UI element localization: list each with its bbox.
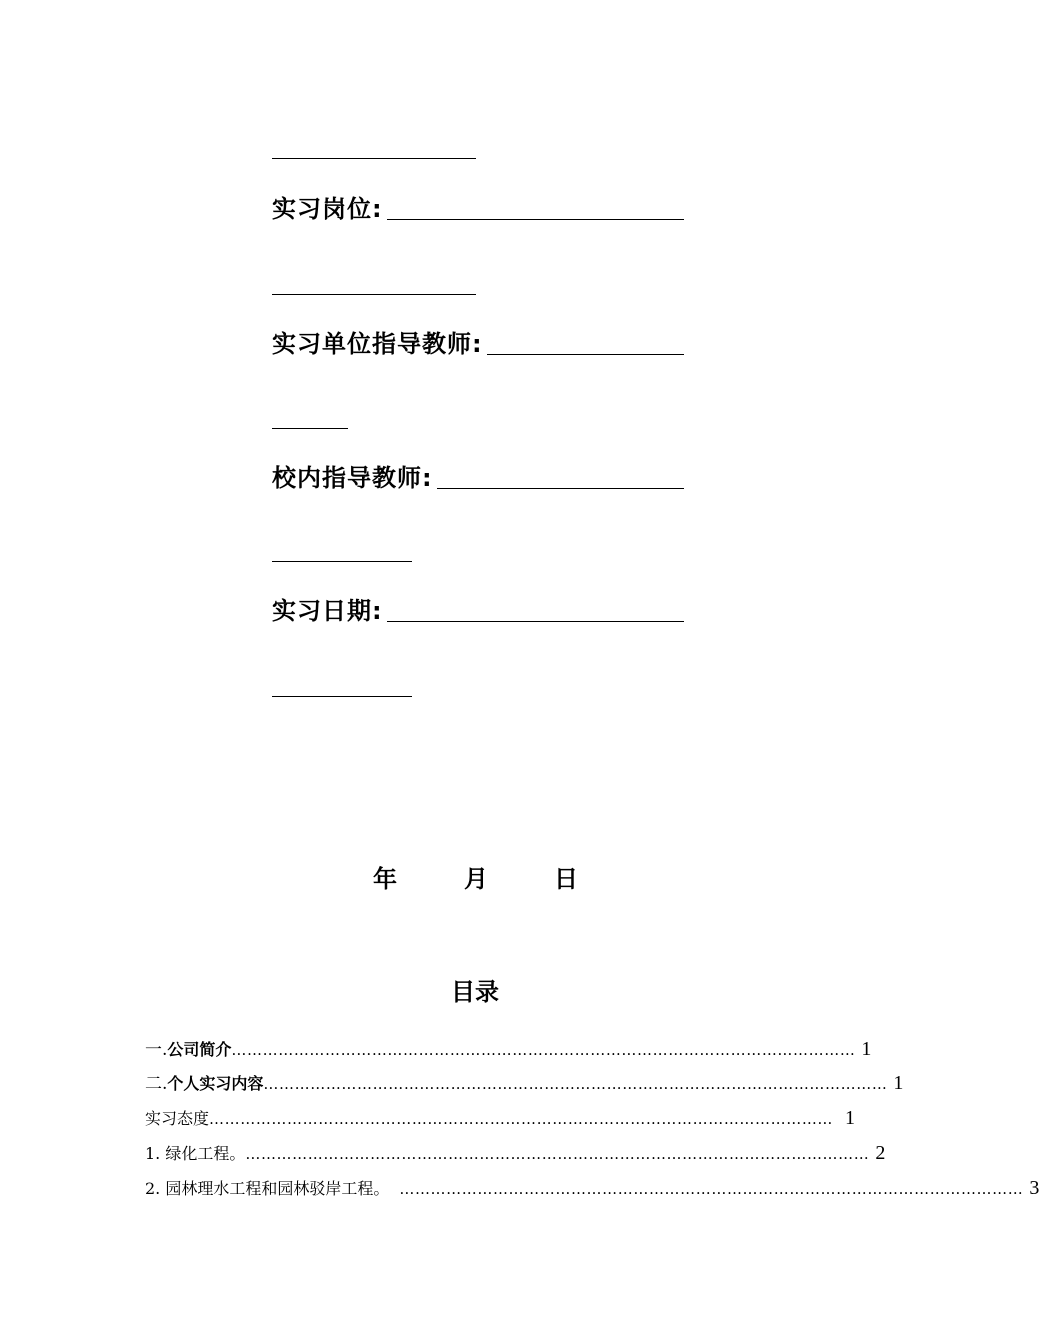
fill-in-line[interactable]	[387, 219, 684, 220]
toc-entry-number: 二.	[145, 1074, 168, 1094]
field-school-supervisor	[272, 463, 684, 493]
field-label: 实习单位指导教师:	[272, 330, 483, 358]
toc-entry[interactable]	[145, 1105, 856, 1131]
fill-in-line[interactable]	[387, 621, 684, 622]
date-month: 月	[464, 865, 488, 893]
fill-in-line[interactable]	[437, 488, 684, 489]
blank-line	[272, 294, 476, 295]
toc-entry-number: 一.	[145, 1040, 168, 1060]
date-day: 日	[554, 865, 578, 893]
field-label: 实习日期:	[272, 597, 383, 625]
field-internship-date	[272, 596, 684, 626]
toc-entry[interactable]	[145, 1140, 886, 1166]
blank-line	[272, 428, 348, 429]
field-internship-position	[272, 194, 684, 224]
field-company-supervisor	[272, 329, 684, 359]
toc-entry-page: 1	[845, 1107, 856, 1129]
toc-entry[interactable]	[145, 1070, 904, 1096]
date-year: 年	[373, 865, 397, 893]
toc-entry-page: 2	[875, 1142, 886, 1164]
toc-title: 目录	[451, 978, 499, 1006]
toc-entry-text: 1. 绿化工程。	[145, 1144, 246, 1163]
toc-entry-page: 3	[1029, 1177, 1039, 1199]
toc-entry-text: 公司简介	[167, 1040, 232, 1059]
blank-line	[272, 158, 476, 159]
toc-leader-dots: …………………………………………………………………………………………………………	[245, 1145, 870, 1163]
blank-line	[272, 561, 412, 562]
toc-leader-dots: …………………………………………………………………………………………………………	[231, 1041, 856, 1059]
toc-entry-text: 2. 园林理水工程和园林驳岸工程。	[145, 1179, 390, 1198]
toc-leader-dots: …………………………………………………………………………………………………………	[263, 1075, 888, 1093]
field-label: 校内指导教师:	[272, 464, 433, 492]
fill-in-line[interactable]	[487, 354, 684, 355]
toc-entry-page: 1	[861, 1038, 872, 1060]
toc-entry[interactable]	[145, 1036, 872, 1062]
toc-entry-text: 实习态度	[145, 1109, 210, 1128]
toc-leader-dots: …………………………………………………………………………………………………………	[209, 1110, 834, 1128]
blank-line	[272, 696, 412, 697]
field-label: 实习岗位:	[272, 195, 383, 223]
toc-entry-text: 个人实习内容	[167, 1074, 264, 1093]
toc-entry[interactable]	[145, 1175, 1039, 1201]
toc-entry-page: 1	[893, 1072, 904, 1094]
toc-leader-dots: …………………………………………………………………………………………………………	[399, 1180, 1024, 1198]
